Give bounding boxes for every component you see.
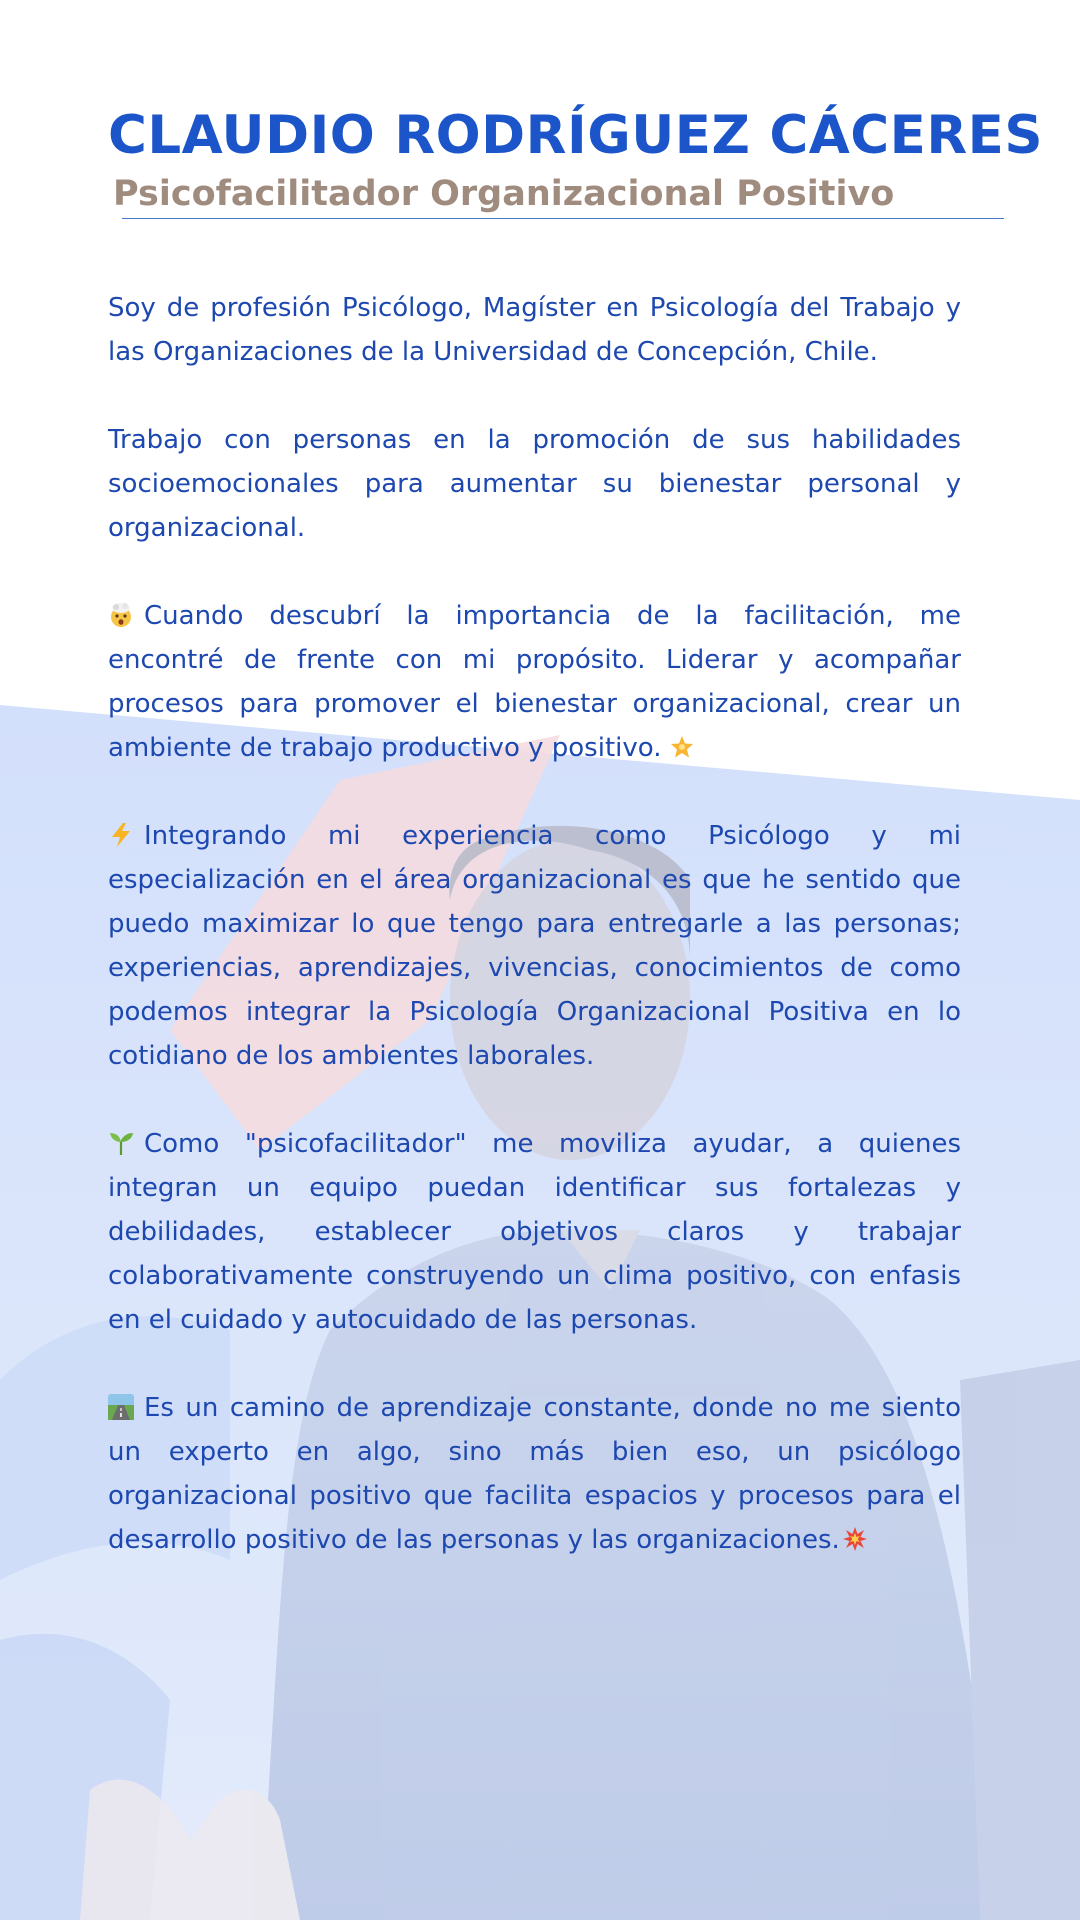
exploding-head-icon bbox=[108, 602, 134, 628]
bio-paragraph-4 bbox=[108, 814, 961, 1078]
header bbox=[108, 100, 1044, 216]
seedling-icon bbox=[108, 1130, 134, 1156]
bio-paragraph-1 bbox=[108, 286, 961, 374]
bio-paragraph-4-text: Integrando mi experiencia como Psicólogo y mi especialización en el área organizacional es que he sentido que puedo maximizar lo que tengo para entregarle a las personas; experiencias, aprendizajes, vivencias, conocimientos de como podemos integrar la Psicología Organizacional Positiva en lo cotidiano de los ambientes laborales. bbox=[108, 821, 961, 1071]
bio-paragraph-2-text: Trabajo con personas en la promoción de sus habilidades socioemocionales para aumentar su bienestar personal y organizacional. bbox=[108, 425, 961, 543]
bio-paragraph-3 bbox=[108, 594, 961, 770]
bio-paragraph-5 bbox=[108, 1122, 961, 1342]
road-icon bbox=[108, 1394, 134, 1420]
bio-paragraph-5-text: Como "psicofacilitador" me moviliza ayudar, a quienes integran un equipo puedan identificar sus fortalezas y debilidades, establecer objetivos claros y trabajar colaborativamente construyendo un clima positivo, con enfasis en el cuidado y autocuidado de las personas. bbox=[108, 1129, 961, 1335]
collision-icon bbox=[842, 1526, 868, 1552]
person-name: CLAUDIO RODRÍGUEZ CÁCERES bbox=[108, 105, 1044, 166]
header-divider bbox=[122, 218, 1004, 219]
biography bbox=[108, 286, 961, 1606]
bio-paragraph-2 bbox=[108, 418, 961, 550]
lightning-icon bbox=[108, 822, 134, 848]
glowing-star-icon bbox=[669, 734, 695, 760]
bio-paragraph-3-text: Cuando descubrí la importancia de la facilitación, me encontré de frente con mi propósito. Liderar y acompañar procesos para promover el bienestar organizacional, crear un ambiente de trabajo productivo y positivo. bbox=[108, 601, 961, 763]
bio-paragraph-6-text: Es un camino de aprendizaje constante, donde no me siento un experto en algo, sino más bien eso, un psicólogo organizacional positivo que facilita espacios y procesos para el desarrollo positivo de las personas y las organizaciones. bbox=[108, 1393, 961, 1555]
job-title: Psicofacilitador Organizacional Positivo bbox=[113, 174, 895, 214]
bio-paragraph-1-text: Soy de profesión Psicólogo, Magíster en Psicología del Trabajo y las Organizaciones de la Universidad de Concepción, Chile. bbox=[108, 293, 961, 367]
bio-paragraph-6 bbox=[108, 1386, 961, 1562]
